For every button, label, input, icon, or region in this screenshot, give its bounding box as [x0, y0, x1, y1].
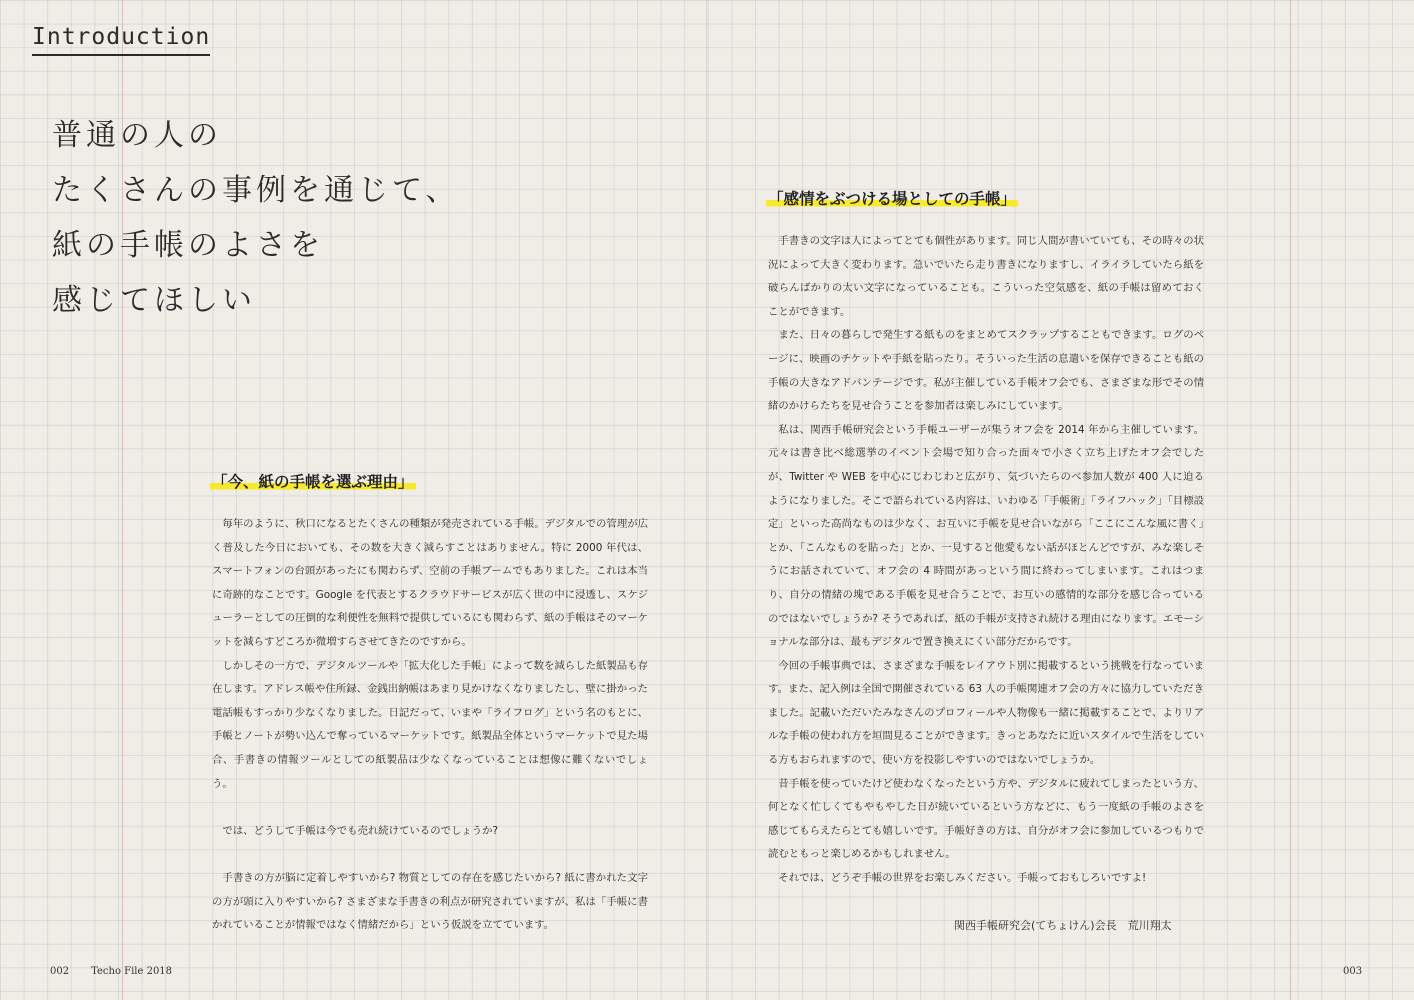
- right-paragraph-6: それでは、どうぞ手帳の世界をお楽しみください。手帳っておもしろいですよ!: [778, 872, 1147, 885]
- headline: [52, 108, 459, 328]
- right-paragraph-2: また、日々の暮らしで発生する紙ものをまとめてスクラップすることもできます。ログのページに、映画のチケットや手紙を貼ったり。そういった生活の息遣いを保存できることも紙の手帳の大きなアドバンテージです。私が主催している手帳オフ会でも、さまざまな形でその情緒のかけらたちを見せ合うことを参加者は楽しみにしています。: [768, 329, 1204, 413]
- left-paragraph-4: 手書きの方が脳に定着しやすいから? 物質としての存在を感じたいから? 紙に書かれた文字の方が頭に入りやすいから? さまざまな手書きの利点が研究されていますが、私は「手帳に書かれていることが情報ではなく情緒だから」という仮説を立てています。: [212, 871, 648, 932]
- headline-line: 紙の手帳のよさを: [52, 228, 324, 263]
- right-paragraph-5: 昔手帳を使っていたけど使わなくなったという方や、デジタルに疲れてしまったという方、何となく忙しくてもやもやした日が続いているという方などに、もう一度紙の手帳のよさを感じてもらえたらとても嬉しいです。手帳好きの方は、自分がオフ会に参加しているつもりで読むともっと楽しめるかもしれません。: [768, 777, 1204, 861]
- right-section-title: [766, 187, 1018, 209]
- left-paragraph-3: では、どうして手帳は今でも売れ続けているのでしょうか?: [222, 824, 499, 837]
- right-paragraph-4: 今回の手帳事典では、さまざまな手帳をレイアウト別に掲載するという挑戦を行なっています。また、記入例は全国で開催されている 63 人の手帳関連オフ会の方々に協力していただきました。記載いただいたみなさんのプロフィールや人物像も一緒に掲載することで、よりリアルな手帳の使われ方を垣間見ることができます。きっとあなたに近いスタイルで生活をしている方もおられますので、使い方を投影しやすいのではないでしょうか。: [768, 659, 1204, 767]
- right-paragraph-3: 私は、関西手帳研究会という手帳ユーザーが集うオフ会を 2014 年から主催しています。元々は書き比べ総選挙のイベント会場で知り合った面々で小さく立ち上げたオフ会でしたが、Twitter や WEB を中心にじわじわと広がり、気づいたらのべ参加人数が 400 人に迫るようになりました。そこで語られている内容は、いわゆる「手帳術」「ライフハック」「目標設定」といった高尚なものは少なく、お互いに手帳を見せ合いながら「ここにこんな風に書く」とか、「こんなものを貼った」とか、一見すると他愛もない話がほとんどですが、みな楽しそうにお話されていて、オフ会の 4 時間があっという間に終わってしまいます。これはつまり、自分の情緒の塊である手帳を見せ合うことで、お互いの感情的な部分を感じ合っているのではないでしょうか? そうであれば、紙の手帳が支持され続ける理由になります。エモーショナルな部分は、最もデジタルで置き換えにくい部分だからです。: [768, 423, 1204, 649]
- headline-line: 普通の人の: [52, 118, 222, 153]
- left-paragraph-1: 毎年のように、秋口になるとたくさんの種類が発売されている手帳。デジタルでの管理が広く普及した今日においても、その数を大きく減らすことはありません。特に 2000 年代は、スマートフォンの台頭があったにも関わらず、空前の手帳ブームでもありました。これは本当に奇跡的なことです。Google を代表とするクラウドサービスが広く世の中に浸透し、スケジューラーとしての圧倒的な利便性を無料で提供しているにも関わらず、紙の手帳はそのマーケットを減らすどころか微増すらさせてきたのですから。: [212, 518, 648, 648]
- headline-line: たくさんの事例を通じて、: [52, 173, 460, 208]
- left-paragraph-2: しかしその一方で、デジタルツールや「拡大化した手帳」によって数を減らした紙製品も存在します。アドレス帳や住所録、金銭出納帳はあまり見かけなくなりましたし、壁に掛かった電話帳もすっかり少なくなりました。日記だって、いまや「ライフログ」という名のもとに、手帳とノートが勢い込んで奪っているマーケットです。紙製品全体というマーケットで見た場合、手書きの情報ツールとしての紙製品は少なくなっていることは想像に難くないでしょう。: [212, 659, 648, 790]
- left-page-number: 002: [50, 966, 70, 977]
- left-section-title-text: 「今、紙の手帳を選ぶ理由」: [212, 473, 414, 491]
- left-footer: [50, 966, 172, 977]
- spread-fold: [706, 0, 708, 1000]
- author-signature: 関西手帳研究会(てちょけん)会長 荒川翔太: [954, 919, 1172, 932]
- right-margin-line: [1290, 0, 1291, 1000]
- left-body: [212, 513, 648, 938]
- publication-title: Techo File 2018: [91, 966, 173, 977]
- headline-line: 感じてほしい: [52, 283, 256, 318]
- left-section-title: [210, 470, 416, 492]
- right-section-title-text: 「感情をぶつける場としての手帳」: [768, 190, 1017, 208]
- section-label: Introduction: [32, 24, 210, 56]
- right-paragraph-1: 手書きの文字は人によってとても個性があります。同じ人間が書いていても、その時々の状況によって大きく変わります。急いでいたら走り書きになりますし、イライラしていたら紙を破らんばかりの太い文字になっていることも。こういった空気感を、紙の手帳は留めておくことができます。: [768, 235, 1204, 318]
- right-body: [768, 230, 1204, 891]
- right-page-number: 003: [1343, 966, 1363, 977]
